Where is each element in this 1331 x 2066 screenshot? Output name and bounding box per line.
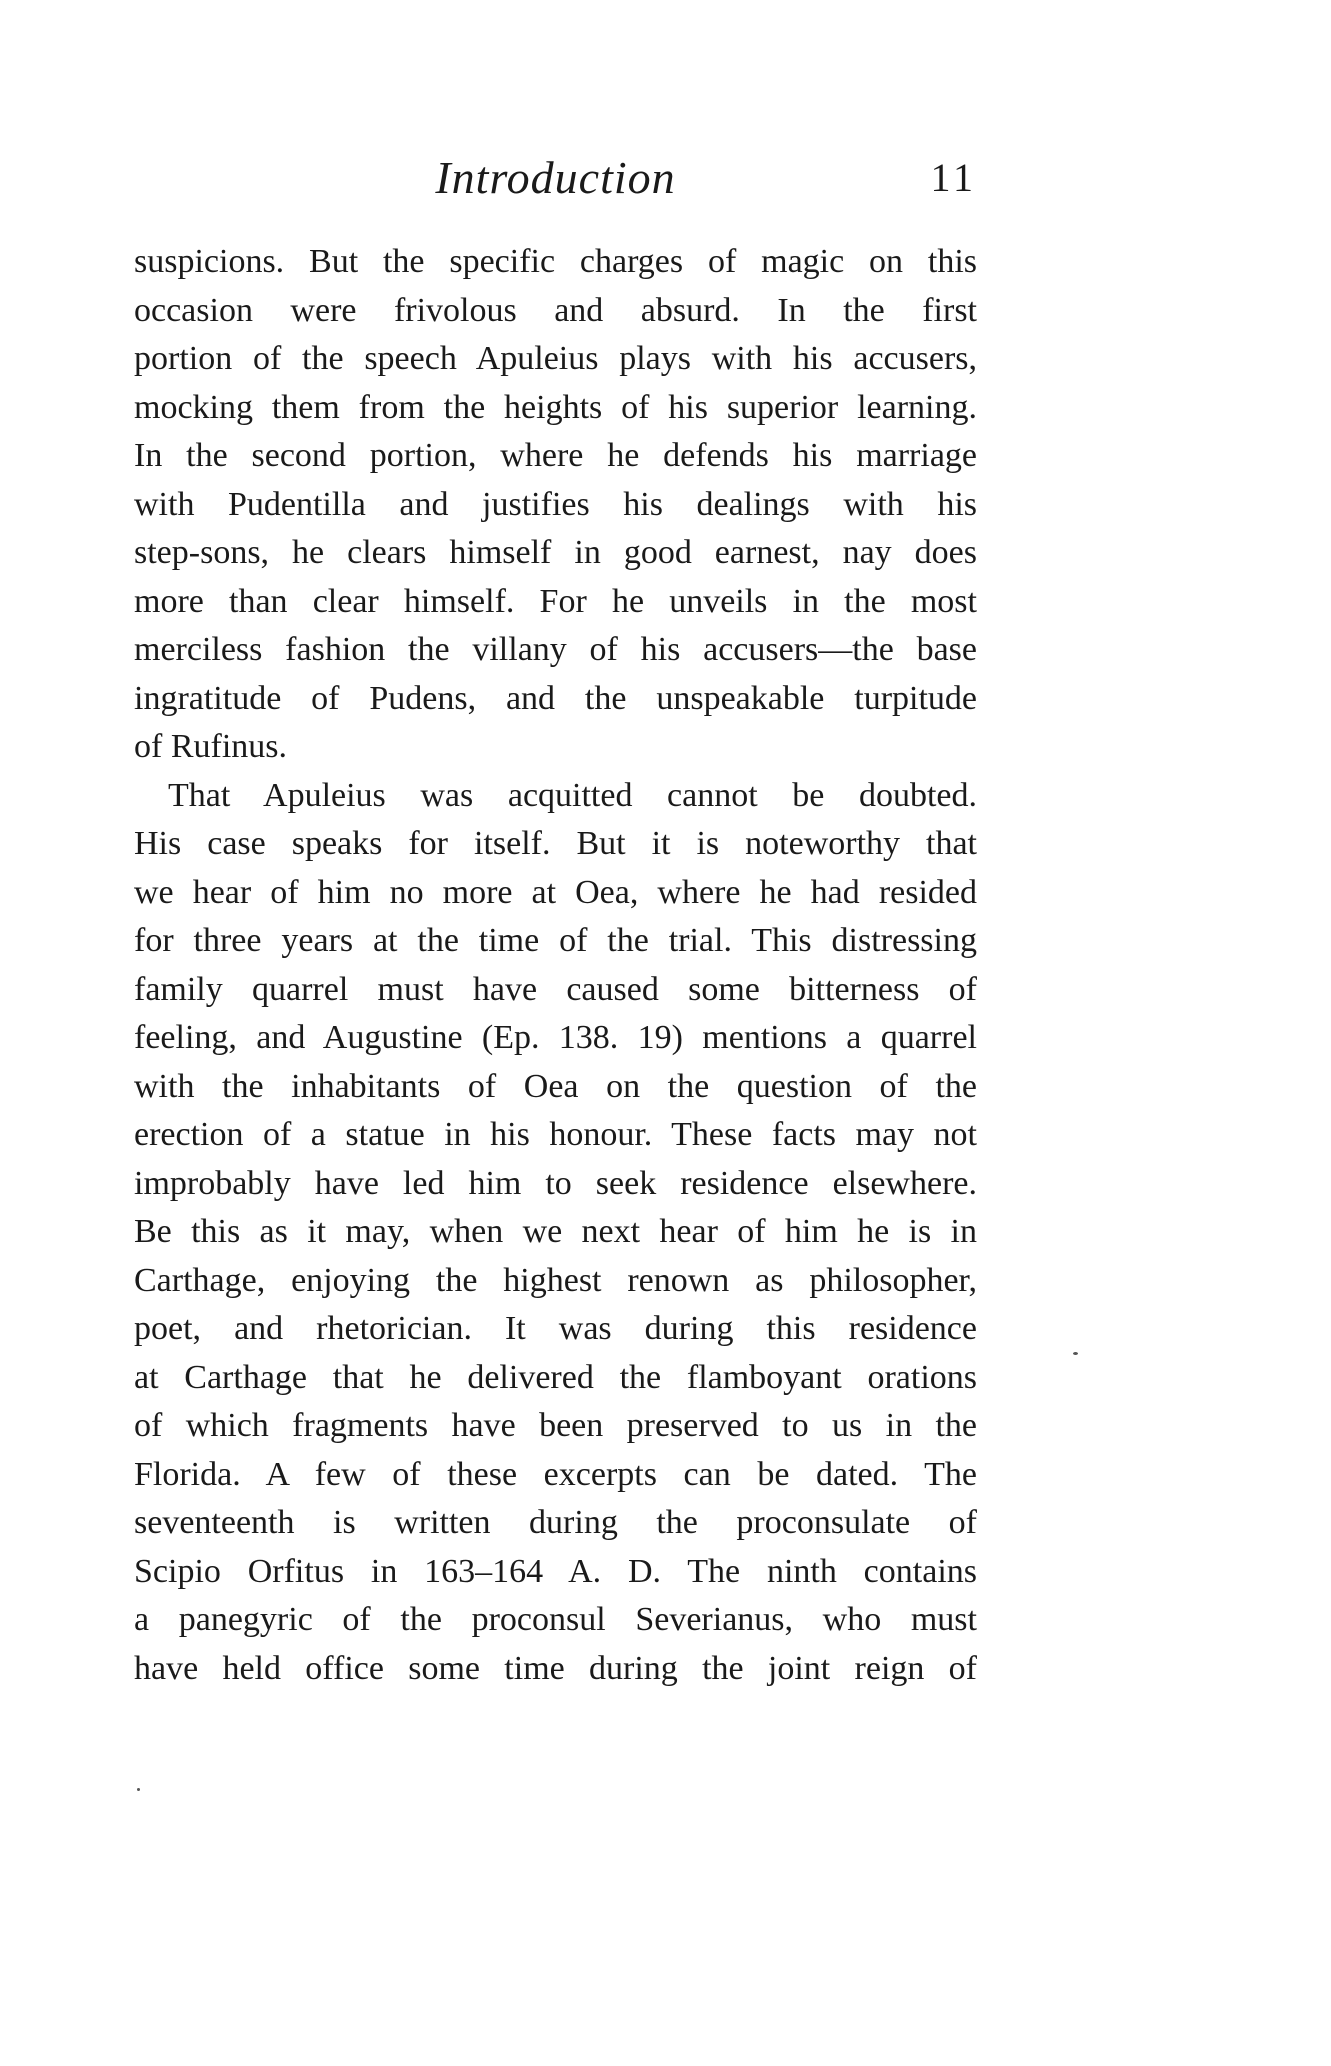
text-line: more than clear himself. For he unveils in the most [134,582,977,620]
text-line: portion of the speech Apuleius plays with his accusers, [134,340,977,377]
text-line: feeling, and Augustine (Ep. 138. 19) mentions a quarrel [134,1019,977,1056]
scan-speck [137,1788,140,1791]
text-line: have held office some time during the joint reign of [134,1649,977,1687]
running-title: Introduction [435,152,676,203]
text-line: ingratitude of Pudens, and the unspeakable turpitude [134,679,977,717]
text-line: occasion were frivolous and absurd. In the first [134,291,977,329]
page-number: 11 [930,155,977,200]
text-line: family quarrel must have caused some bitterness of [134,970,977,1008]
text-line: Scipio Orfitus in 163–164 A. D. The ninth contains [134,1552,977,1590]
text-line: That Apuleius was acquitted cannot be doubted. [168,776,977,814]
text-line: improbably have led him to seek residence elsewhere. [134,1164,977,1202]
text-line: Carthage, enjoying the highest renown as philosopher, [134,1261,977,1299]
text-line: Be this as it may, when we next hear of him he is in [134,1213,977,1250]
text-line: erection of a statue in his honour. These facts may not [134,1116,977,1153]
text-line: In the second portion, where he defends his marriage [134,437,977,474]
running-head [134,148,977,208]
text-line: with Pudentilla and justifies his dealings with his [134,485,977,523]
text-line: a panegyric of the proconsul Severianus, who must [134,1601,977,1638]
text-line: Florida. A few of these excerpts can be dated. The [134,1455,977,1493]
text-line: step-sons, he clears himself in good earnest, nay does [134,534,977,571]
text-line: mocking them from the heights of his superior learning. [134,388,977,426]
text-line: seventeenth is written during the proconsulate of [134,1504,977,1541]
text-line: of Rufinus. [134,728,287,765]
scan-speck [1073,1352,1078,1355]
paragraph-2 [134,772,977,1694]
text-line: at Carthage that he delivered the flamboyant orations [134,1358,977,1396]
text-line: we hear of him no more at Oea, where he had resided [134,873,977,911]
text-line: of which fragments have been preserved to us in the [134,1407,977,1444]
text-line: poet, and rhetorician. It was during this residence [134,1310,977,1347]
text-line: His case speaks for itself. But it is noteworthy that [134,825,977,862]
body-text [134,238,977,1693]
paragraph-1 [134,238,977,772]
text-line: with the inhabitants of Oea on the question of the [134,1067,977,1105]
text-line: merciless fashion the villany of his accusers—the base [134,631,977,668]
text-line: suspicions. But the specific charges of magic on this [134,243,977,280]
text-line: for three years at the time of the trial. This distressing [134,922,977,959]
